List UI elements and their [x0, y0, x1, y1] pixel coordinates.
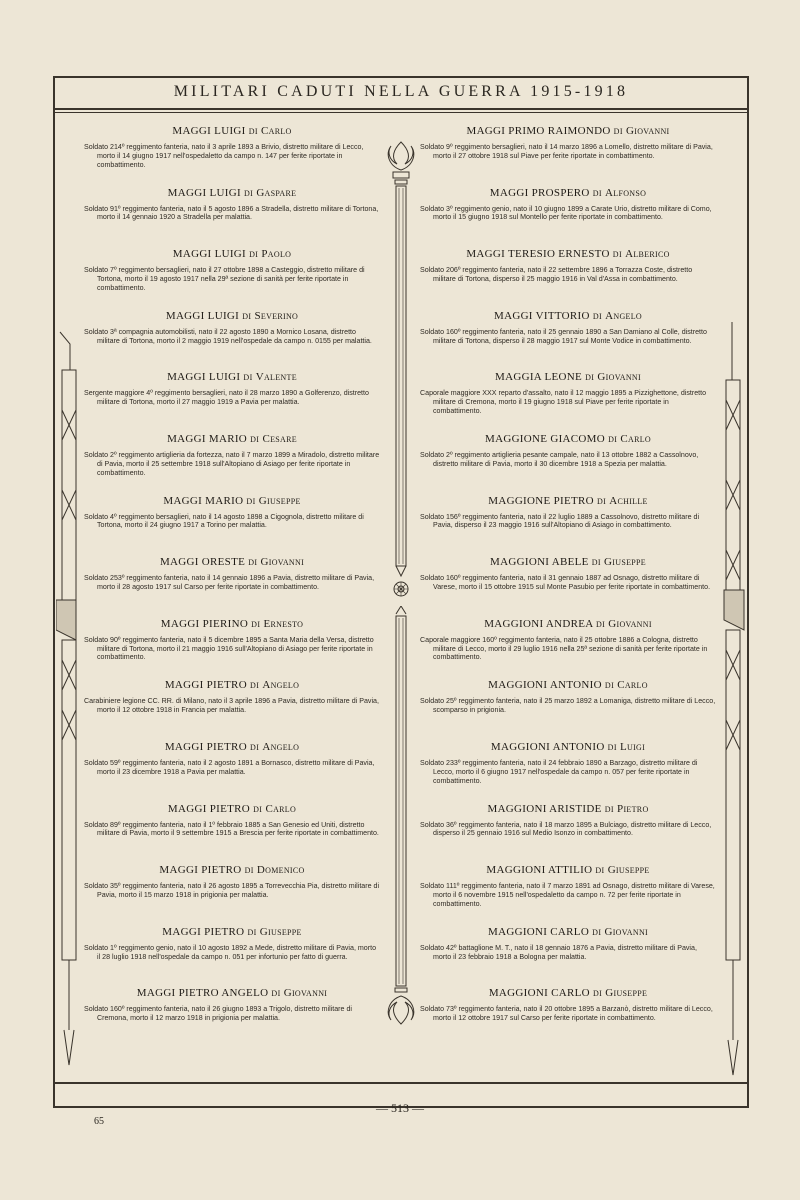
soldier-name	[420, 926, 716, 938]
soldier-entry	[84, 679, 380, 741]
soldier-surname: MAGGI PIETRO	[159, 864, 242, 877]
fasces-ornament-top-icon	[383, 140, 419, 580]
soldier-di: DI	[592, 989, 603, 999]
soldier-di: DI	[250, 434, 260, 444]
soldier-di: DI	[251, 619, 261, 629]
soldier-parent: Giovanni	[625, 125, 670, 137]
soldier-surname: MAGGIA LEONE	[495, 371, 583, 384]
soldier-entry	[420, 495, 716, 557]
soldier-entry	[420, 187, 716, 249]
soldier-record: Sergente maggiore 4º reggimento bersaglieri, nato il 28 marzo 1890 a Golferenzo, distretto militare di Tortona, morto il 27 maggio 1919 a Pavia per malattia.	[84, 389, 369, 407]
soldier-surname: MAGGI PRIMO RAIMONDO	[466, 125, 611, 137]
soldier-surname: MAGGI PIETRO	[164, 679, 247, 692]
footer-rule	[53, 1082, 749, 1084]
soldier-surname: MAGGIONI ANDREA	[484, 617, 593, 630]
soldier-di: DI	[248, 558, 258, 568]
soldier-name	[420, 556, 716, 568]
soldier-parent: Giovanni	[608, 617, 652, 630]
soldier-record: Soldato 7º reggimento bersaglieri, nato il 27 ottobre 1898 a Casteggio, distretto militare di Tortona, morto il 19 agosto 1917 nella 29ª sezione di sanità per ferite riportate in combattimento.	[84, 266, 365, 292]
soldier-name	[420, 310, 716, 322]
rosette-icon	[392, 580, 410, 598]
soldier-record: Soldato 91º reggimento fanteria, nato il 5 agosto 1896 a Stradella, distretto militare di Tortona, morto il 14 gennaio 1920 a Stradella per malattia.	[84, 204, 379, 222]
right-column	[420, 125, 716, 1049]
soldier-di: DI	[592, 311, 603, 321]
soldier-di: DI	[604, 681, 615, 691]
soldier-entry	[84, 926, 380, 988]
soldier-parent: Giovanni	[597, 371, 641, 384]
soldier-name	[84, 125, 380, 137]
soldier-parent: Ernesto	[263, 617, 304, 630]
soldier-parent: Achille	[609, 494, 648, 507]
soldier-entry	[420, 926, 716, 988]
soldier-surname: MAGGIONI CARLO	[488, 925, 590, 938]
soldier-surname: MAGGI LUIGI	[172, 248, 247, 261]
soldier-surname: MAGGI MARIO	[167, 432, 248, 445]
soldier-record: Soldato 90º reggimento fanteria, nato il 5 dicembre 1895 a Santa Maria della Versa, distretto militare di Tortona, morto il 21 maggio 1916 sull'Altopiano di Asiago per ferite riportate in combattimento.	[84, 635, 374, 662]
soldier-name	[84, 433, 380, 445]
soldier-parent: Valente	[255, 371, 297, 384]
soldier-entry	[84, 125, 380, 187]
soldier-record: Soldato 160º reggimento fanteria, nato il 26 giugno 1893 a Trigolo, distretto militare di Cremona, morto il 12 marzo 1918 in prigionia per malattia.	[84, 1005, 352, 1023]
soldier-parent: Giovanni	[260, 556, 305, 569]
print-mark: 65	[94, 1116, 104, 1127]
soldier-parent: Severino	[254, 309, 299, 322]
soldier-entry	[84, 803, 380, 865]
soldier-di: DI	[613, 127, 623, 136]
soldier-surname: MAGGIONI CARLO	[488, 987, 590, 1000]
soldier-parent: Carlo	[261, 125, 292, 137]
soldier-di: DI	[595, 619, 606, 629]
soldier-record: Carabiniere legione CC. RR. di Milano, nato il 3 aprile 1896 a Pavia, distretto militare di Pavia, morto il 12 ottobre 1918 in Francia per malattia.	[84, 697, 379, 715]
soldier-parent: Angelo	[262, 740, 300, 753]
soldier-record: Soldato 3º reggimento genio, nato il 10 giugno 1899 a Carate Urio, distretto militare di Como, morto il 15 giugno 1918 sul Montello per ferite riportate in combattimento.	[420, 204, 712, 222]
soldier-name	[420, 433, 716, 445]
soldier-parent: Giuseppe	[605, 987, 648, 1000]
soldier-parent: Alberico	[625, 248, 670, 261]
soldier-surname: MAGGI ORESTE	[159, 556, 246, 569]
soldier-di: DI	[246, 496, 256, 506]
soldier-di: DI	[244, 188, 254, 198]
soldier-entry	[84, 864, 380, 926]
soldier-parent: Giovanni	[604, 925, 648, 938]
soldier-entry	[420, 248, 716, 310]
soldier-parent: Carlo	[617, 679, 648, 692]
soldier-di: DI	[248, 127, 258, 136]
soldier-entry	[420, 310, 716, 372]
soldier-di: DI	[608, 434, 618, 444]
soldier-di: DI	[592, 188, 602, 198]
soldier-surname: MAGGI LUIGI	[167, 371, 241, 384]
soldier-surname: MAGGI PROSPERO	[489, 186, 590, 199]
soldier-name	[420, 864, 716, 876]
soldier-entry	[84, 248, 380, 310]
soldier-surname: MAGGI PIETRO	[164, 740, 247, 753]
soldier-surname: MAGGI MARIO	[163, 494, 244, 507]
soldier-entry	[420, 125, 716, 187]
soldier-entry	[84, 371, 380, 433]
soldier-entry	[420, 803, 716, 865]
soldier-surname: MAGGI LUIGI	[165, 309, 240, 322]
soldier-entry	[420, 864, 716, 926]
soldier-name	[420, 495, 716, 507]
soldier-name	[84, 248, 380, 260]
soldier-parent: Angelo	[605, 309, 642, 322]
soldier-surname: MAGGI VITTORIO	[494, 309, 590, 322]
soldier-entry	[420, 556, 716, 618]
soldier-di: DI	[249, 250, 259, 260]
soldier-surname: MAGGI LUIGI	[172, 125, 246, 137]
soldier-record: Caporale maggiore 160º reggimento fanteria, nato il 25 ottobre 1886 a Cologna, distretto militare di Lecco, morto il 29 luglio 1916 nella 25ª sezione di sanità per ferite riportate in combattimento.	[420, 635, 708, 662]
soldier-di: DI	[585, 373, 595, 383]
soldier-entry	[420, 987, 716, 1049]
soldier-di: DI	[612, 250, 623, 260]
soldier-di: DI	[607, 742, 617, 752]
soldier-name	[84, 864, 380, 876]
soldier-surname: MAGGIONI ANTONIO	[490, 740, 605, 753]
soldier-record: Soldato 3ª compagnia automobilisti, nato il 22 agosto 1890 a Mornico Losana, distretto militare di Tortona, morto il 2 maggio 1919 nell'ospedale da campo n. 0155 per malattia.	[84, 327, 372, 345]
left-fasces-ornament-icon	[56, 330, 84, 1070]
soldier-entry	[420, 433, 716, 495]
soldier-name	[84, 310, 380, 322]
soldier-di: DI	[244, 866, 254, 876]
soldier-entry	[420, 741, 716, 803]
soldier-surname: MAGGI PIETRO ANGELO	[136, 987, 269, 1000]
soldier-entry	[420, 371, 716, 433]
soldier-entry	[84, 987, 380, 1049]
soldier-parent: Gaspare	[256, 186, 297, 199]
soldier-parent: Paolo	[261, 248, 292, 261]
soldier-parent: Cesare	[262, 432, 297, 445]
soldier-di: DI	[243, 373, 253, 383]
soldier-record: Soldato 4º reggimento bersaglieri, nato il 14 agosto 1898 a Cigognola, distretto militare di Tortona, morto il 24 giugno 1917 a Torino per malattia.	[84, 512, 364, 530]
soldier-name	[420, 371, 716, 383]
soldier-di: DI	[596, 496, 607, 506]
soldier-di: DI	[595, 866, 605, 876]
header-rule	[53, 112, 749, 113]
soldier-parent: Luigi	[619, 740, 646, 753]
soldier-parent: Giuseppe	[604, 556, 646, 569]
soldier-parent: Carlo	[265, 802, 297, 815]
soldier-surname: MAGGIONI ARISTIDE	[487, 802, 602, 815]
soldier-di: DI	[604, 804, 614, 814]
page-header	[53, 76, 749, 110]
soldier-surname: MAGGI PIETRO	[162, 925, 245, 938]
soldier-record: Soldato 2º reggimento artiglieria da fortezza, nato il 7 marzo 1899 a Miradolo, distretto militare di Pavia, morto il 25 settembre 1918 sull'Altopiano di Asiago per ferite riportate in combattimento.	[84, 450, 380, 477]
soldier-di: DI	[250, 681, 260, 691]
soldier-name	[420, 803, 716, 815]
soldier-parent: Giuseppe	[258, 494, 301, 507]
soldier-di: DI	[250, 742, 260, 752]
soldier-entry	[420, 618, 716, 680]
soldier-name	[84, 556, 380, 568]
soldier-name	[420, 741, 716, 753]
soldier-entry	[84, 618, 380, 680]
soldier-parent: Giuseppe	[259, 925, 302, 938]
soldier-name	[420, 679, 716, 691]
soldier-surname: MAGGIONE PIETRO	[488, 494, 594, 507]
soldier-parent: Pietro	[617, 802, 649, 815]
soldier-record: Soldato 156º reggimento fanteria, nato il 22 luglio 1889 a Cassolnovo, distretto militare di Pavia, disperso il 23 maggio 1916 sull'Altopiano di Asiago in combattimento.	[420, 512, 700, 530]
soldier-surname: MAGGIONI ABELE	[490, 556, 589, 569]
soldier-di: DI	[253, 804, 263, 814]
soldier-name	[84, 926, 380, 938]
soldier-parent: Giuseppe	[607, 864, 650, 877]
fasces-ornament-bottom-icon	[383, 606, 419, 1026]
soldier-record: Soldato 9º reggimento bersaglieri, nato il 14 marzo 1896 a Lomello, distretto militare di Pavia, morto il 27 ottobre 1918 sul Piave per ferite riportate in combattimento.	[420, 143, 713, 160]
soldier-record: Soldato 253º reggimento fanteria, nato il 14 gennaio 1896 a Pavia, distretto militare di Pavia, morto il 28 agosto 1917 sul Carso per ferite riportate in combattimento.	[84, 574, 375, 591]
soldier-record: Soldato 89º reggimento fanteria, nato il 1º febbraio 1885 a San Genesio ed Uniti, distretto militare di Pavia, morto il 9 settembre 1915 a Brescia per ferite riportate in combattimento.	[84, 820, 379, 838]
soldier-name	[420, 248, 716, 260]
soldier-record: Caporale maggiore XXX reparto d'assalto, nato il 12 maggio 1895 a Pizzighettone, distretto militare di Cremona, morto il 19 giugno 1918 sul Piave per ferite riportate in combattimento.	[420, 389, 707, 415]
soldier-name	[420, 618, 716, 630]
soldier-di: DI	[592, 927, 602, 937]
soldier-entry	[84, 556, 380, 618]
soldier-record: Soldato 35º reggimento fanteria, nato il 26 agosto 1895 a Torrevecchia Pia, distretto militare di Pavia, morto il 15 marzo 1918 in prigionia per malattia.	[84, 882, 380, 899]
soldier-name	[84, 618, 380, 630]
soldier-surname: MAGGI PIERINO	[160, 617, 249, 630]
soldier-di: DI	[247, 927, 257, 937]
soldier-di: DI	[271, 989, 281, 999]
soldier-parent: Carlo	[620, 432, 651, 445]
soldier-surname: MAGGI PIETRO	[167, 802, 251, 815]
soldier-name	[84, 679, 380, 691]
soldier-surname: MAGGIONI ATTILIO	[486, 864, 593, 877]
right-fasces-ornament-icon	[718, 320, 746, 1080]
soldier-surname: MAGGI TERESIO ERNESTO	[466, 248, 610, 261]
soldier-di: DI	[591, 558, 601, 568]
soldier-name	[420, 987, 716, 999]
soldier-record: Soldato 206º reggimento fanteria, nato il 22 settembre 1896 a Torrazza Coste, distretto militare di Tortona, disperso il 25 maggio 1916 in Val d'Assa in combattimento.	[420, 266, 693, 283]
soldier-entry	[420, 679, 716, 741]
soldier-parent: Giovanni	[283, 987, 328, 1000]
soldier-name	[420, 125, 716, 137]
soldier-name	[420, 187, 716, 199]
soldier-entry	[84, 495, 380, 557]
page-title: MILITARI CADUTI NELLA GUERRA 1915-1918	[173, 83, 629, 100]
soldier-surname: MAGGIONI ANTONIO	[488, 679, 602, 692]
soldier-surname: MAGGI LUIGI	[167, 186, 241, 199]
soldier-name	[84, 187, 380, 199]
left-column	[84, 125, 380, 1049]
page-number: — 513 —	[376, 1101, 424, 1115]
soldier-entry	[84, 187, 380, 249]
soldier-entry	[84, 310, 380, 372]
soldier-parent: Angelo	[262, 679, 300, 692]
soldier-record: Soldato 160º reggimento fanteria, nato il 31 gennaio 1887 ad Osnago, distretto militare di Varese, morto il 15 ottobre 1915 sul Monte Pasubio per ferite riportate in combattimento.	[420, 574, 711, 591]
soldier-name	[84, 371, 380, 383]
soldier-record: Soldato 111º reggimento fanteria, nato il 7 marzo 1891 ad Osnago, distretto militare di Varese, morto il 6 novembre 1915 nell'ospedaletto da campo n. 72 per ferite riportate in combattimento.	[420, 882, 715, 908]
soldier-entry	[84, 433, 380, 495]
soldier-record: Soldato 233º reggimento fanteria, nato il 24 febbraio 1890 a Barzago, distretto militare di Lecco, morto il 6 giugno 1917 nell'ospedale da campo n. 057 per ferite riportate in combattimento.	[420, 758, 698, 785]
soldier-name	[84, 987, 380, 999]
soldier-entry	[84, 741, 380, 803]
soldier-record: Soldato 160º reggimento fanteria, nato il 25 gennaio 1890 a San Damiano al Colle, distretto militare di Tortona, disperso il 28 maggio 1917 sul Monte Vodice in combattimento.	[420, 327, 707, 345]
soldier-name	[84, 741, 380, 753]
soldier-record: Soldato 42º battaglione M. T., nato il 18 gennaio 1876 a Pavia, distretto militare di Pavia, morto il 23 febbraio 1918 a Bologna per malattia.	[420, 943, 697, 961]
soldier-surname: MAGGIONE GIACOMO	[485, 432, 605, 445]
soldier-parent: Domenico	[256, 864, 305, 877]
soldier-record: Soldato 25º reggimento fanteria, nato il 25 marzo 1892 a Lomaniga, distretto militare di Lecco, scomparso in prigionia.	[420, 697, 716, 715]
soldier-record: Soldato 36º reggimento fanteria, nato il 18 marzo 1895 a Bulciago, distretto militare di Lecco, disperso il 25 gennaio 1916 sul Medio Isonzo in combattimento.	[420, 820, 712, 838]
soldier-record: Soldato 214º reggimento fanteria, nato il 3 aprile 1893 a Brivio, distretto militare di Lecco, morto il 14 giugno 1917 nell'ospedaletto da campo n. 147 per ferite riportate in combattimento.	[84, 143, 364, 169]
soldier-record: Soldato 1º reggimento genio, nato il 10 agosto 1892 a Mede, distretto militare di Pavia, morto il 28 luglio 1918 nell'ospedale da campo n. 051 per infortunio per fatto di guerra.	[84, 943, 377, 961]
soldier-record: Soldato 73º reggimento fanteria, nato il 20 ottobre 1895 a Barzanò, distretto militare di Lecco, morto il 12 ottobre 1917 sul Carso per ferite riportate in combattimento.	[420, 1005, 713, 1023]
soldier-record: Soldato 59º reggimento fanteria, nato il 2 agosto 1891 a Bornasco, distretto militare di Pavia, morto il 23 dicembre 1918 a Pavia per malattia.	[84, 758, 375, 776]
soldier-name	[84, 495, 380, 507]
soldier-name	[84, 803, 380, 815]
soldier-parent: Alfonso	[605, 186, 647, 199]
soldier-record: Soldato 2º reggimento artiglieria pesante campale, nato il 13 ottobre 1882 a Cassolnovo, distretto militare di Pavia, morto il 30 dicembre 1918 a Spezia per malattia.	[420, 450, 699, 468]
soldier-di: DI	[242, 311, 252, 321]
